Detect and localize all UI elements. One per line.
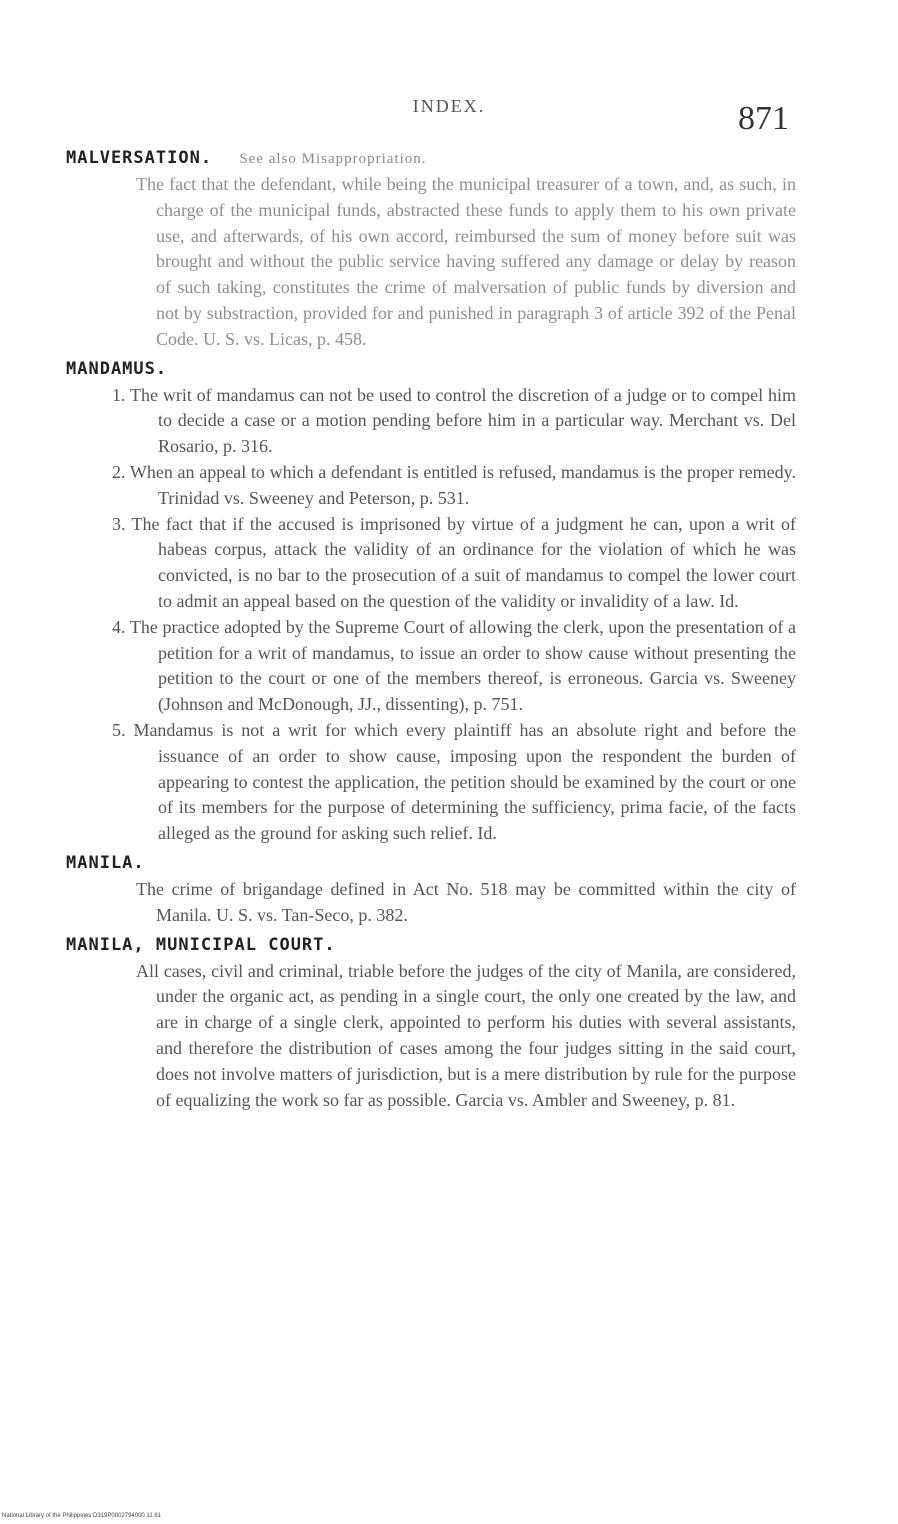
scan-footer: National Library of the Philippines D319P0002794000 11 81	[2, 1513, 162, 1519]
entry-heading: MANDAMUS.	[66, 358, 168, 379]
index-entry-mandamus	[66, 359, 796, 847]
index-entry-malversation	[66, 148, 796, 353]
entry-heading	[66, 148, 796, 168]
entry-paragraph: 5. Mandamus is not a writ for which every plaintiff has an absolute right and before the issuance of an order to show cause, imposing upon the respondent the burden of appearing to contest the application, the petition should be examined by the court or one of its members for the purpose of determining the sufficiency, prima facie, of the facts alleged as the ground for asking such relief. Id.	[112, 719, 796, 844]
entry-paragraph: The fact that the defendant, while being the municipal treasurer of a town, and, as such, in charge of the municipal funds, abstracted these funds to apply them to his own private use, and afterwards, of his own accord, reimbursed the sum of money before suit was brought and without the public service having suffered any damage or delay by reason of such taking, constitutes the crime of malversation of public funds by diversion and not by substraction, provided for and punished in paragraph 3 of article 392 of the Penal Code. U. S. vs. Licas, p. 458.	[136, 174, 796, 349]
index-entry-manila	[66, 853, 796, 929]
index-body	[66, 142, 796, 1117]
entry-paragraph: 4. The practice adopted by the Supreme Court of allowing the clerk, upon the presentation of a petition for a writ of mandamus, to issue an order to show cause without presenting the petition to the court or one of the members thereof, is erroneous. Garcia vs. Sweeney (Johnson and McDonough, JJ., dissenting), p. 751.	[112, 616, 796, 715]
running-title: INDEX.	[412, 96, 486, 116]
entry-heading: MANILA, MUNICIPAL COURT.	[66, 934, 336, 955]
entry-heading: MANILA.	[66, 852, 145, 873]
index-entry-manila-municipal-court	[66, 935, 796, 1114]
entry-paragraph: All cases, civil and criminal, triable before the judges of the city of Manila, are considered, under the organic act, as pending in a single court, the only one created by the law, and are in charge of a single clerk, appointed to perform his duties with several assistants, and therefore the distribution of cases among the four judges sitting in the said court, does not involve matters of jurisdiction, but is a mere distribution by rule for the purpose of equalizing the work so far as possible. Garcia vs. Ambler and Sweeney, p. 81.	[136, 960, 796, 1110]
see-also-reference: See also Misappropriation.	[239, 151, 427, 167]
entry-paragraph: The crime of brigandage defined in Act No. 518 may be committed within the city of Manila. U. S. vs. Tan-Seco, p. 382.	[136, 878, 796, 925]
entry-paragraph: 3. The fact that if the accused is imprisoned by virtue of a judgment he can, upon a writ of habeas corpus, attack the validity of an ordinance for the violation of which he was convicted, is no bar to the prosecution of a suit of mandamus to compel the lower court to admit an appeal based on the question of the validity or invalidity of a law. Id.	[112, 513, 796, 611]
entry-paragraph: 2. When an appeal to which a defendant is entitled is refused, mandamus is the proper remedy. Trinidad vs. Sweeney and Peterson, p. 531.	[112, 461, 796, 508]
entry-paragraph: 1. The writ of mandamus can not be used to control the discretion of a judge or to compel him to decide a case or a motion pending before him in a particular way. Merchant vs. Del Rosario, p. 316.	[112, 384, 796, 457]
entry-heading-text: MALVERSATION.	[66, 148, 213, 168]
page-number: 871	[738, 100, 789, 137]
